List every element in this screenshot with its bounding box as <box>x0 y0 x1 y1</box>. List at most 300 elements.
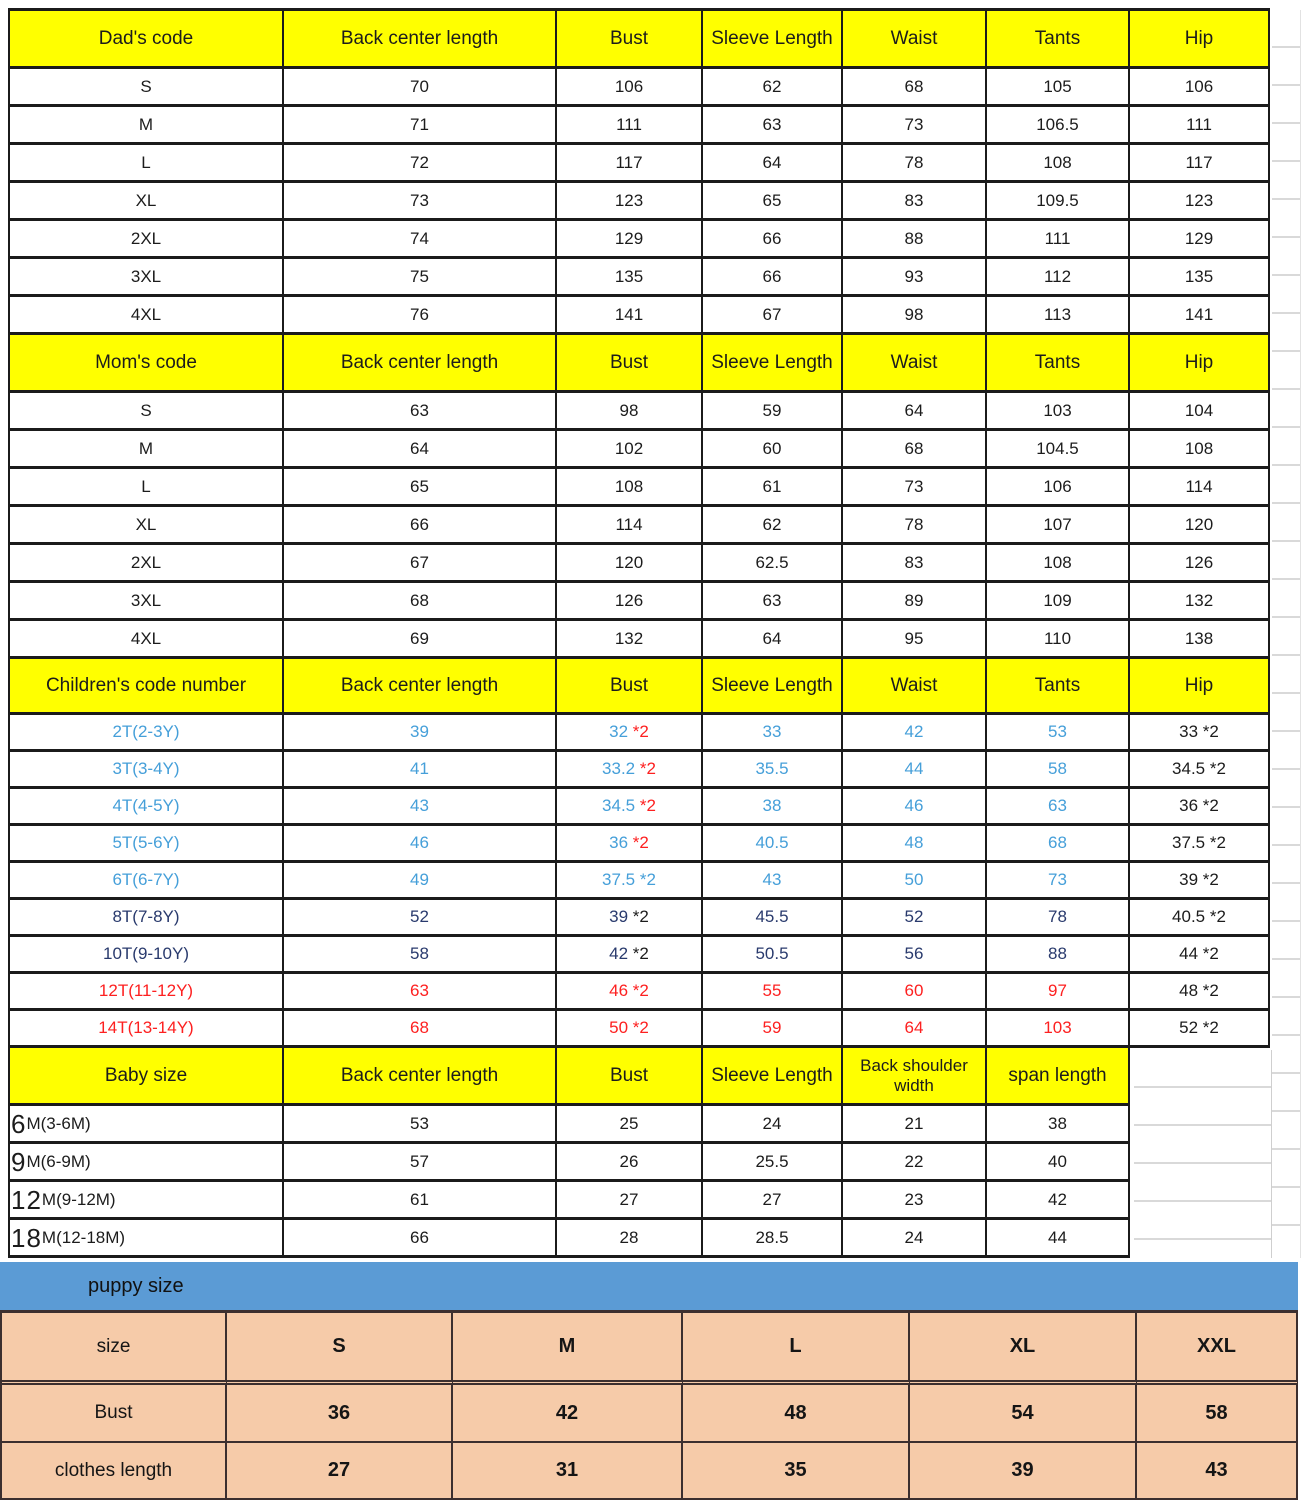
row-label-cell <box>10 789 284 826</box>
value: 110 <box>1043 628 1072 648</box>
value-cell <box>703 583 843 621</box>
value-cell <box>987 900 1130 937</box>
value: 25.5 <box>755 1151 789 1171</box>
puppy-value-cell <box>227 1443 453 1500</box>
children-header-cell <box>987 659 1130 715</box>
value: 65 <box>410 476 429 496</box>
header-label: Tants <box>1034 351 1081 373</box>
value: 62.5 <box>755 552 789 572</box>
puppy-value: 31 <box>555 1459 579 1481</box>
value: 106.5 <box>1036 114 1079 134</box>
puppy-header-cell <box>453 1313 683 1385</box>
value-cell <box>987 1011 1130 1048</box>
value-cell <box>987 974 1130 1011</box>
row-label-cell <box>10 145 284 183</box>
header-label: span length <box>1008 1064 1107 1086</box>
row-label-cell <box>10 431 284 469</box>
value-cell <box>843 826 987 863</box>
value: 35.5 <box>755 759 789 779</box>
row-label-big: 12 <box>11 1184 42 1215</box>
value: 78 <box>1048 907 1067 927</box>
value-cell <box>557 583 703 621</box>
value-cell <box>843 900 987 937</box>
value: 58 <box>1048 759 1067 779</box>
baby-table-row <box>10 1106 1270 1144</box>
value: 132 <box>1184 590 1214 610</box>
puppy-value: 54 <box>1011 1401 1034 1424</box>
value-cell <box>987 431 1130 469</box>
baby-header-cell <box>284 1048 557 1106</box>
value-cell <box>703 1144 843 1182</box>
value-cell <box>703 431 843 469</box>
value-cell <box>1130 937 1270 974</box>
value: 66 <box>762 266 782 286</box>
value-cell <box>284 393 557 431</box>
children-table-row <box>10 974 1270 1011</box>
spreadsheet-gridlines-baby-right <box>1134 1050 1272 1258</box>
value: 73 <box>904 476 924 496</box>
value-cell <box>843 863 987 900</box>
row-label-big: 18 <box>11 1222 42 1253</box>
dad-table-row <box>10 259 1270 297</box>
value-cell <box>284 621 557 659</box>
value: 108 <box>614 476 644 496</box>
value-cell <box>703 507 843 545</box>
value-cell <box>703 937 843 974</box>
row-label-cell <box>10 621 284 659</box>
value: 66 <box>410 1227 429 1247</box>
value: 138 <box>1184 628 1214 648</box>
value-cell <box>557 545 703 583</box>
value-cell <box>703 469 843 507</box>
puppy-header-cell <box>2 1313 227 1385</box>
value-cell <box>987 621 1130 659</box>
value-segment: 37.5 *2 <box>1172 833 1226 853</box>
value-cell <box>843 789 987 826</box>
value-segment: *2 <box>632 944 649 964</box>
row-label-cell <box>10 715 284 752</box>
value-cell <box>557 183 703 221</box>
row-label: 3XL <box>130 590 162 610</box>
baby-table-header-row <box>10 1048 1270 1106</box>
value: 59 <box>762 400 782 420</box>
children-table-header-row <box>10 659 1270 715</box>
value-cell <box>703 259 843 297</box>
value: 45.5 <box>755 907 789 927</box>
puppy-row-label-cell <box>2 1443 227 1500</box>
value-cell <box>987 183 1130 221</box>
row-label-cell <box>10 107 284 145</box>
row-label: 3T(3-4Y) <box>112 759 180 779</box>
value-segment: 46 <box>609 981 633 1001</box>
value-cell <box>843 583 987 621</box>
value: 41 <box>410 759 429 779</box>
baby-header-cell <box>557 1048 703 1106</box>
value: 78 <box>904 514 924 534</box>
value-cell <box>1130 107 1270 145</box>
baby-header-cell <box>987 1048 1130 1106</box>
mom-header-cell <box>284 335 557 393</box>
value: 107 <box>1043 514 1072 534</box>
dad-header-cell <box>843 11 987 69</box>
value: 108 <box>1043 552 1072 572</box>
dad-table-row <box>10 221 1270 259</box>
value: 66 <box>762 228 782 248</box>
puppy-table-header-row <box>2 1313 1298 1385</box>
value: 104.5 <box>1036 438 1079 458</box>
row-label-cell <box>10 1144 284 1182</box>
value: 105 <box>1043 76 1072 96</box>
mom-header-cell <box>1130 335 1270 393</box>
dad-table-row <box>10 297 1270 335</box>
row-label: 4T(4-5Y) <box>112 796 180 816</box>
spreadsheet-gridlines-right <box>1272 10 1301 1258</box>
value-cell <box>843 1182 987 1220</box>
dad-header-cell <box>703 11 843 69</box>
value: 64 <box>904 400 924 420</box>
value-cell <box>557 221 703 259</box>
value-cell <box>557 900 703 937</box>
value-segment: 48 *2 <box>1179 981 1219 1001</box>
value-segment: 40.5 *2 <box>1172 907 1226 927</box>
value-segment: 37.5 <box>602 870 640 890</box>
value-cell <box>843 145 987 183</box>
value-cell <box>703 393 843 431</box>
value: 63 <box>410 981 429 1001</box>
value: 106 <box>1043 476 1072 496</box>
value-cell <box>843 937 987 974</box>
value-cell <box>987 507 1130 545</box>
value-cell <box>843 431 987 469</box>
value-segment: 36 *2 <box>1179 796 1219 816</box>
value-cell <box>284 507 557 545</box>
value: 63 <box>410 400 429 420</box>
puppy-size-title: puppy size <box>88 1274 184 1297</box>
puppy-value: 42 <box>555 1401 579 1424</box>
value-cell <box>284 826 557 863</box>
puppy-header-label: S <box>332 1335 346 1357</box>
value-cell <box>703 221 843 259</box>
value-segment: *2 <box>632 833 649 853</box>
value-cell <box>703 752 843 789</box>
children-header-cell <box>10 659 284 715</box>
value-cell <box>987 259 1130 297</box>
value: 120 <box>614 552 644 572</box>
value-cell <box>703 1182 843 1220</box>
row-label: M(12-18M) <box>41 1227 126 1247</box>
value-cell <box>1130 221 1270 259</box>
row-label-cell <box>10 507 284 545</box>
header-label: Waist <box>890 27 938 49</box>
row-label: 3XL <box>130 266 162 286</box>
value: 141 <box>1184 304 1214 324</box>
value-cell <box>987 393 1130 431</box>
row-label-cell <box>10 469 284 507</box>
mom-table-row <box>10 507 1270 545</box>
header-label: Sleeve Length <box>711 1064 833 1086</box>
row-label-cell <box>10 937 284 974</box>
value: 72 <box>410 152 429 172</box>
value-cell <box>284 863 557 900</box>
dad-table-header-row <box>10 11 1270 69</box>
value-cell <box>1130 752 1270 789</box>
value: 65 <box>762 190 782 210</box>
mom-table-header-row <box>10 335 1270 393</box>
dad-table-row <box>10 69 1270 107</box>
value-cell <box>843 69 987 107</box>
value: 23 <box>904 1189 924 1209</box>
row-label: 10T(9-10Y) <box>103 944 189 964</box>
row-label: M(6-9M) <box>26 1151 91 1171</box>
value-cell <box>284 1220 557 1258</box>
header-label: Sleeve Length <box>711 351 833 373</box>
value: 63 <box>1048 796 1067 816</box>
value-cell <box>843 715 987 752</box>
value-segment: 50 <box>609 1018 633 1038</box>
value: 68 <box>410 1018 429 1038</box>
value: 108 <box>1043 152 1072 172</box>
value-cell <box>843 752 987 789</box>
value-segment: 52 *2 <box>1179 1018 1219 1038</box>
value-cell <box>557 107 703 145</box>
header-label: Baby size <box>104 1064 188 1086</box>
value-cell <box>1130 545 1270 583</box>
puppy-size-table <box>0 1310 1298 1500</box>
value: 93 <box>904 266 924 286</box>
value: 43 <box>762 870 782 890</box>
value: 44 <box>904 759 924 779</box>
value-segment: *2 <box>632 1018 649 1038</box>
value: 28 <box>619 1227 639 1247</box>
value-cell <box>557 469 703 507</box>
value-cell <box>987 1144 1130 1182</box>
baby-header-cell <box>703 1048 843 1106</box>
row-label: XL <box>135 190 157 210</box>
value: 89 <box>904 590 924 610</box>
header-label: Tants <box>1034 674 1081 696</box>
children-table-row <box>10 789 1270 826</box>
value: 68 <box>1048 833 1067 853</box>
value-cell <box>843 183 987 221</box>
value-cell <box>1130 183 1270 221</box>
value-cell <box>843 621 987 659</box>
value: 73 <box>1048 870 1067 890</box>
value: 62 <box>762 514 782 534</box>
row-label-cell <box>10 863 284 900</box>
value: 40.5 <box>755 833 789 853</box>
value: 46 <box>904 796 924 816</box>
puppy-header-label: L <box>789 1335 802 1357</box>
mom-table-row <box>10 583 1270 621</box>
baby-table-row <box>10 1144 1270 1182</box>
value-cell <box>284 183 557 221</box>
value-cell <box>703 545 843 583</box>
value-cell <box>843 393 987 431</box>
value: 78 <box>904 152 924 172</box>
value-segment: *2 <box>632 981 649 1001</box>
value-cell <box>557 621 703 659</box>
puppy-value-cell <box>683 1385 910 1443</box>
value-cell <box>987 145 1130 183</box>
value: 67 <box>762 304 782 324</box>
puppy-value-cell <box>227 1385 453 1443</box>
value: 53 <box>410 1113 429 1133</box>
mom-header-cell <box>987 335 1130 393</box>
value: 52 <box>410 907 429 927</box>
value-cell <box>703 297 843 335</box>
value: 83 <box>904 190 924 210</box>
value-segment: *2 <box>632 722 649 742</box>
value-segment: 34.5 *2 <box>1172 759 1226 779</box>
value-cell <box>1130 974 1270 1011</box>
value: 27 <box>619 1189 639 1209</box>
value-cell <box>987 69 1130 107</box>
puppy-value-cell <box>910 1443 1137 1500</box>
value: 60 <box>762 438 782 458</box>
header-label: Sleeve Length <box>711 674 833 696</box>
value: 38 <box>762 796 782 816</box>
value-cell <box>843 974 987 1011</box>
value-cell <box>1130 789 1270 826</box>
value-cell <box>987 752 1130 789</box>
value-cell <box>284 297 557 335</box>
dad-table-row <box>10 107 1270 145</box>
value: 67 <box>410 552 429 572</box>
value-cell <box>987 715 1130 752</box>
value-cell <box>557 1011 703 1048</box>
value: 42 <box>904 722 924 742</box>
value: 102 <box>614 438 644 458</box>
row-label: 5T(5-6Y) <box>112 833 180 853</box>
value: 38 <box>1048 1113 1067 1133</box>
value: 106 <box>614 76 644 96</box>
children-header-cell <box>843 659 987 715</box>
puppy-header-label: M <box>558 1335 576 1357</box>
children-header-cell <box>557 659 703 715</box>
value-cell <box>703 183 843 221</box>
value-cell <box>557 863 703 900</box>
value: 73 <box>904 114 924 134</box>
puppy-header-cell <box>683 1313 910 1385</box>
value-cell <box>703 789 843 826</box>
dad-header-cell <box>1130 11 1270 69</box>
value-cell <box>843 507 987 545</box>
value: 103 <box>1043 1018 1072 1038</box>
value-cell <box>843 469 987 507</box>
value-cell <box>987 545 1130 583</box>
row-label: M(3-6M) <box>26 1113 91 1133</box>
value-cell <box>284 1011 557 1048</box>
header-label: Bust <box>609 351 649 373</box>
value-cell <box>987 583 1130 621</box>
puppy-value-cell <box>683 1443 910 1500</box>
value: 58 <box>410 944 429 964</box>
header-label: Waist <box>890 674 938 696</box>
puppy-row-label: Bust <box>94 1402 133 1423</box>
value: 64 <box>762 152 782 172</box>
value: 88 <box>1048 944 1067 964</box>
value: 98 <box>619 400 639 420</box>
header-label: Mom's code <box>95 351 197 373</box>
row-label-big: 9 <box>11 1146 27 1177</box>
value: 103 <box>1043 400 1072 420</box>
row-label: L <box>141 152 151 172</box>
value-cell <box>843 297 987 335</box>
value: 50.5 <box>755 944 789 964</box>
value: 57 <box>410 1151 429 1171</box>
value-cell <box>1130 297 1270 335</box>
value-cell <box>284 789 557 826</box>
mom-table-row <box>10 393 1270 431</box>
mom-header-cell <box>557 335 703 393</box>
value: 98 <box>904 304 924 324</box>
row-label: XL <box>135 514 157 534</box>
children-header-cell <box>703 659 843 715</box>
dad-table-row <box>10 183 1270 221</box>
row-label: S <box>140 400 152 420</box>
dad-header-cell <box>557 11 703 69</box>
value-cell <box>703 826 843 863</box>
value: 123 <box>614 190 644 210</box>
children-table-row <box>10 900 1270 937</box>
value: 111 <box>1186 114 1212 134</box>
value-segment: 36 <box>609 833 633 853</box>
value: 135 <box>1184 266 1214 286</box>
row-label: 4XL <box>130 304 162 324</box>
header-label: Bust <box>609 1064 649 1086</box>
value: 24 <box>904 1227 924 1247</box>
puppy-value: 27 <box>327 1459 351 1481</box>
value-segment: *2 <box>639 796 656 816</box>
value-cell <box>557 789 703 826</box>
puppy-header-cell <box>1137 1313 1298 1385</box>
value-cell <box>284 1106 557 1144</box>
value: 39 <box>410 722 429 742</box>
value-cell <box>284 937 557 974</box>
value-cell <box>987 1106 1130 1144</box>
value: 129 <box>614 228 644 248</box>
puppy-value: 36 <box>327 1401 351 1424</box>
puppy-value: 43 <box>1205 1459 1228 1481</box>
header-label: Tants <box>1034 27 1081 49</box>
value-segment: *2 <box>639 759 656 779</box>
value: 68 <box>410 590 429 610</box>
value-cell <box>557 431 703 469</box>
value-cell <box>1130 259 1270 297</box>
row-label: L <box>141 476 151 496</box>
value: 24 <box>762 1113 782 1133</box>
value: 141 <box>614 304 644 324</box>
value-cell <box>557 393 703 431</box>
value-cell <box>557 1220 703 1258</box>
value: 114 <box>1185 476 1213 496</box>
value-cell <box>1130 145 1270 183</box>
row-label-cell <box>10 259 284 297</box>
baby-table-row <box>10 1220 1270 1258</box>
baby-header-cell <box>843 1048 987 1106</box>
value-cell <box>703 107 843 145</box>
value: 126 <box>614 590 644 610</box>
value-cell <box>703 1011 843 1048</box>
value: 135 <box>614 266 644 286</box>
value: 64 <box>904 1018 924 1038</box>
header-label: Sleeve Length <box>711 27 833 49</box>
mom-header-cell <box>843 335 987 393</box>
value: 97 <box>1048 981 1067 1001</box>
value: 64 <box>762 628 782 648</box>
value-segment: 44 *2 <box>1179 944 1219 964</box>
value: 95 <box>904 628 924 648</box>
